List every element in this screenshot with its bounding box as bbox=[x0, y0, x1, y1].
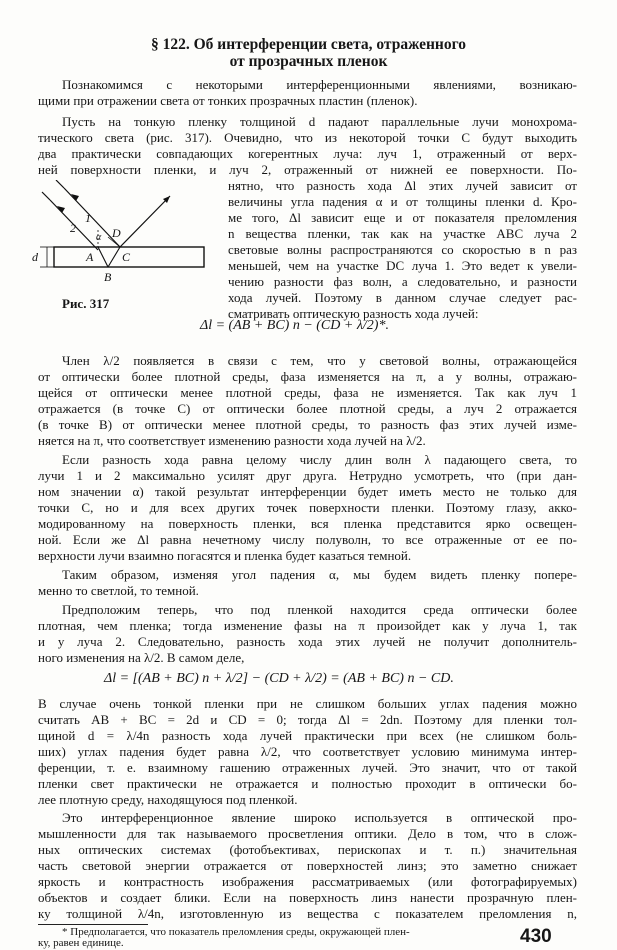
text-line: ней поверхности пленки, и луч 2, отраженный от нижней ее поверхности. По- bbox=[38, 162, 577, 177]
label-point-d: D bbox=[112, 226, 121, 240]
text-line: (в точке B) от оптически менее плотной среды, то разность фаз этих лучей изме- bbox=[38, 417, 577, 432]
text-line: световые волны распространяются со скоростью в n раз bbox=[228, 242, 577, 257]
text-line: Таким образом, изменяя угол падения α, мы будем видеть пленку попере- bbox=[62, 567, 577, 582]
text-line: щими при отражении света от тонких прозрачных пластин (пленок). bbox=[38, 93, 418, 108]
label-point-a: A bbox=[86, 250, 94, 264]
text-line: щиной d = λ/4n разность хода лучей практически при всех (не слишком боль- bbox=[38, 728, 577, 743]
text-line: меньшей, чем на участке DC луча 1. Это ведет к увели- bbox=[228, 258, 577, 273]
text-line: часть световой энергии отражается от поверхностей линз; это заметно снижает bbox=[38, 858, 577, 873]
formula-path-difference-dense: Δl = [(AB + BC) n + λ/2] − (CD + λ/2) = (AB + BC) n − CD. bbox=[104, 671, 454, 686]
text-line: ку толщиной λ/4n, изготовленную из вещества с показателем преломления n, bbox=[38, 906, 577, 921]
text-line: отражается (в точке C) от оптически более плотной среды, а луч 2 отражается bbox=[38, 401, 577, 416]
text-line: Предположим теперь, что под пленкой находится среда оптически более bbox=[62, 602, 577, 617]
text-line: яркость и контрастность изображения рассматриваемых (или фотографируемых) bbox=[38, 874, 577, 889]
text-line: чению разности фаз волн, а следовательно, и разности bbox=[228, 274, 577, 289]
section-title-line-2: от прозрачных пленок bbox=[229, 53, 388, 70]
text-line: верхности лучи взаимно погасятся и пленка будет казаться темной. bbox=[38, 548, 412, 563]
text-line: ных оптических системах (фотобъективах, перископах и т. п.) значительная bbox=[38, 842, 577, 857]
text-line: пленки свет практически не отражается и полностью проходит в оптически бо- bbox=[38, 776, 577, 791]
text-line: n вещества пленки, так как на участке ABC луча 2 bbox=[228, 226, 577, 241]
text-line: сматривать оптическую разность хода лучей: bbox=[228, 306, 479, 321]
figure-caption: Рис. 317 bbox=[62, 296, 110, 311]
text-line: лучи 1 и 2 максимально усилят друг друга. Нетрудно усмотреть, что (при дан- bbox=[38, 468, 577, 483]
label-ray-2: 2 bbox=[70, 221, 76, 235]
text-line: от оптически более плотной среды, фаза изменяется на π, а у волны, отражаю- bbox=[38, 369, 577, 384]
footnote-rule bbox=[38, 924, 148, 925]
text-line: менно то светлой, то темной. bbox=[38, 583, 199, 598]
text-line: объектов и создает блики. Если на поверхность линз нанести прозрачную плен- bbox=[38, 890, 577, 905]
text-line: щейся от оптически менее плотной среды, фаза не изменяется. Так как луч 1 bbox=[38, 385, 577, 400]
reflected-ray bbox=[120, 196, 170, 247]
text-line: Член λ/2 появляется в связи с тем, что у световой волны, отражающейся bbox=[62, 353, 577, 368]
text-line: ном значении α) такой результат интерференции будет иметь место не только для bbox=[38, 484, 577, 499]
text-line: Пусть на тонкую пленку толщиной d падают параллельные лучи монохрома- bbox=[62, 114, 577, 129]
label-ray-1: 1 bbox=[85, 211, 91, 225]
figure-317-diagram bbox=[30, 180, 210, 290]
footnote-line: * Предполагается, что показатель преломления среды, окружающей плен- bbox=[62, 926, 410, 938]
text-line: хода лучей. Поэтому в данном случае следует рас- bbox=[228, 290, 577, 305]
text-line: точки C, но и для всех других точек поверхности пленки. Поэтому глазу, акко- bbox=[38, 500, 577, 515]
label-point-b: B bbox=[104, 270, 112, 284]
footnote-line: ку, равен единице. bbox=[38, 937, 124, 949]
text-line: два практически совпадающих когерентных луча: луч 1, отраженный от верх- bbox=[38, 146, 577, 161]
text-line: В случае очень тонкой пленки при не слишком больших углах падения можно bbox=[38, 696, 577, 711]
text-line: плотная, чем пленка; тогда изменение фазы на π произойдет как у луча 1, так bbox=[38, 618, 577, 633]
text-line: ного изменения на λ/2. В самом деле, bbox=[38, 650, 245, 665]
text-line: ференции, т. е. взаимному гашению отраженных лучей. Это значит, что от такой bbox=[38, 760, 577, 775]
label-thickness-d: d bbox=[32, 250, 38, 264]
text-line: Познакомимся с некоторыми интерференционными явлениями, возникаю- bbox=[62, 77, 577, 92]
page-number: 430 bbox=[520, 926, 552, 947]
formula-optical-path-difference: Δl = (AB + BC) n − (CD + λ/2)*. bbox=[200, 318, 389, 333]
text-line: величины угла падения α и от толщины пленки d. Кро- bbox=[228, 194, 577, 209]
text-line: няется на π, что соответствует изменению разности хода лучей на λ/2. bbox=[38, 433, 426, 448]
text-line: лее плотную среду, находящуюся под пленкой. bbox=[38, 792, 298, 807]
text-line: Если разность хода равна целому числу длин волн λ падающего света, то bbox=[62, 452, 577, 467]
text-line: ших) углах падения будет равна λ/2, что соответствует условию минимума интер- bbox=[38, 744, 577, 759]
label-alpha: α bbox=[96, 232, 102, 243]
text-line: модированному на поверхность пленки, вся пленка представится ярко освещен- bbox=[38, 516, 577, 531]
text-line: нятно, что разность хода Δl этих лучей зависит от bbox=[228, 178, 577, 193]
label-point-c: C bbox=[122, 250, 131, 264]
text-line: мышленности для так называемого просветления оптики. Дело в том, что в слож- bbox=[38, 826, 577, 841]
text-line: Это интерференционное явление широко используется в оптической про- bbox=[62, 810, 577, 825]
section-title-line-1: § 122. Об интерференции света, отраженного bbox=[150, 36, 467, 53]
text-line: считать AB + BC = 2d и CD = 0; тогда Δl = 2dn. Поэтому для пленки тол- bbox=[38, 712, 577, 727]
text-line: и у луча 2. Следовательно, разность хода этих лучей не получит дополнитель- bbox=[38, 634, 577, 649]
text-line: ме того, Δl зависит еще и от показателя преломления bbox=[228, 210, 577, 225]
text-line: ной. Если же Δl равна нечетному числу полуволн, то все отраженные от ее по- bbox=[38, 532, 577, 547]
text-line: тического света (рис. 317). Очевидно, что из некоторой точки C будут выходить bbox=[38, 130, 577, 145]
